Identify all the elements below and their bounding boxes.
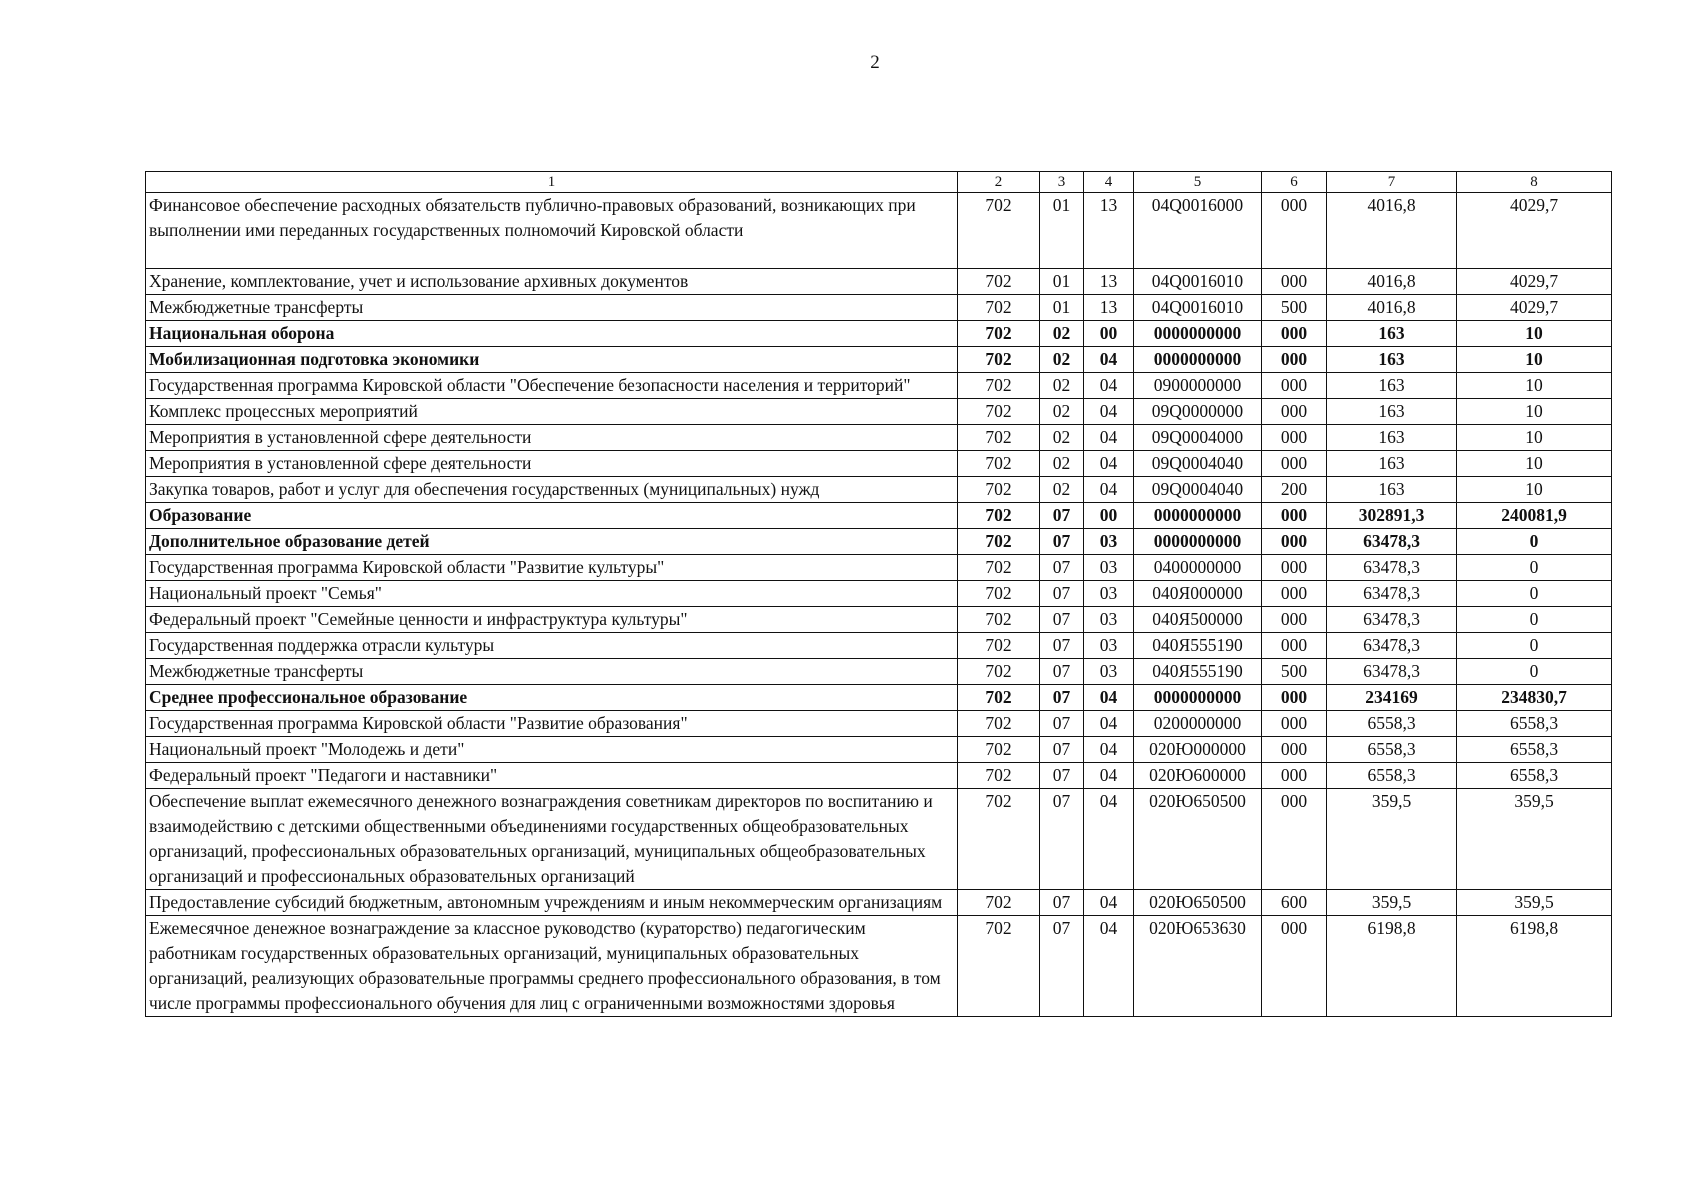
amount-year2-cell: 359,5 <box>1457 789 1612 890</box>
row-name-cell: Хранение, комплектование, учет и использование архивных документов <box>146 269 958 295</box>
expense-type-cell: 000 <box>1262 399 1327 425</box>
subsection-cell: 04 <box>1084 425 1134 451</box>
amount-year2-cell: 10 <box>1457 451 1612 477</box>
row-name-cell: Предоставление субсидий бюджетным, автономным учреждениям и иным некоммерческим организациям <box>146 890 958 916</box>
amount-year1-cell: 6558,3 <box>1327 711 1457 737</box>
amount-year1-cell: 63478,3 <box>1327 529 1457 555</box>
expense-type-cell: 600 <box>1262 890 1327 916</box>
expense-type-cell: 000 <box>1262 711 1327 737</box>
amount-year2-cell: 6558,3 <box>1457 763 1612 789</box>
amount-year1-cell: 163 <box>1327 347 1457 373</box>
section-cell: 02 <box>1040 425 1084 451</box>
amount-year1-cell: 6558,3 <box>1327 737 1457 763</box>
section-cell: 07 <box>1040 607 1084 633</box>
subsection-cell: 03 <box>1084 581 1134 607</box>
row-name-cell: Обеспечение выплат ежемесячного денежного вознаграждения советникам директоров по воспитанию и взаимодействию с детскими общественными объединениями государственных общеобразовательных организаций, профессиональных образовательных организаций, муниципальных общеобразовательных организаций и профессиональных образовательных организаций <box>146 789 958 890</box>
expense-type-cell: 500 <box>1262 295 1327 321</box>
subsection-cell: 04 <box>1084 685 1134 711</box>
expense-type-cell: 000 <box>1262 425 1327 451</box>
subsection-cell: 13 <box>1084 193 1134 269</box>
admin-code-cell: 702 <box>958 633 1040 659</box>
target-article-cell: 040Я500000 <box>1134 607 1262 633</box>
expense-type-cell: 000 <box>1262 607 1327 633</box>
section-cell: 02 <box>1040 347 1084 373</box>
row-name-cell: Образование <box>146 503 958 529</box>
column-header: 6 <box>1262 172 1327 193</box>
amount-year1-cell: 359,5 <box>1327 890 1457 916</box>
admin-code-cell: 702 <box>958 477 1040 503</box>
table-row <box>146 477 1612 503</box>
amount-year2-cell: 10 <box>1457 347 1612 373</box>
row-name-cell: Мероприятия в установленной сфере деятельности <box>146 425 958 451</box>
section-cell: 07 <box>1040 555 1084 581</box>
table-row <box>146 685 1612 711</box>
table-row <box>146 269 1612 295</box>
table-row <box>146 890 1612 916</box>
admin-code-cell: 702 <box>958 581 1040 607</box>
section-cell: 02 <box>1040 321 1084 347</box>
section-cell: 01 <box>1040 193 1084 269</box>
amount-year2-cell: 10 <box>1457 373 1612 399</box>
row-name-cell: Федеральный проект "Семейные ценности и инфраструктура культуры" <box>146 607 958 633</box>
amount-year2-cell: 4029,7 <box>1457 193 1612 269</box>
section-cell: 07 <box>1040 890 1084 916</box>
subsection-cell: 04 <box>1084 737 1134 763</box>
table-row <box>146 763 1612 789</box>
amount-year1-cell: 63478,3 <box>1327 581 1457 607</box>
amount-year2-cell: 359,5 <box>1457 890 1612 916</box>
page-number: 2 <box>870 52 880 73</box>
row-name-cell: Мероприятия в установленной сфере деятельности <box>146 451 958 477</box>
admin-code-cell: 702 <box>958 425 1040 451</box>
section-cell: 07 <box>1040 737 1084 763</box>
expense-type-cell: 500 <box>1262 659 1327 685</box>
subsection-cell: 04 <box>1084 373 1134 399</box>
amount-year1-cell: 163 <box>1327 321 1457 347</box>
header-row <box>146 172 1612 193</box>
amount-year1-cell: 163 <box>1327 451 1457 477</box>
amount-year1-cell: 359,5 <box>1327 789 1457 890</box>
table-body <box>146 193 1612 1017</box>
row-name-cell: Государственная программа Кировской области "Обеспечение безопасности населения и территорий" <box>146 373 958 399</box>
amount-year1-cell: 302891,3 <box>1327 503 1457 529</box>
amount-year1-cell: 4016,8 <box>1327 295 1457 321</box>
subsection-cell: 04 <box>1084 916 1134 1017</box>
amount-year2-cell: 10 <box>1457 425 1612 451</box>
amount-year2-cell: 4029,7 <box>1457 269 1612 295</box>
expense-type-cell: 000 <box>1262 269 1327 295</box>
expense-type-cell: 000 <box>1262 633 1327 659</box>
column-header: 8 <box>1457 172 1612 193</box>
amount-year1-cell: 63478,3 <box>1327 659 1457 685</box>
amount-year2-cell: 6198,8 <box>1457 916 1612 1017</box>
table-row <box>146 737 1612 763</box>
expense-type-cell: 000 <box>1262 555 1327 581</box>
table-row <box>146 633 1612 659</box>
target-article-cell: 09Q0004040 <box>1134 477 1262 503</box>
amount-year1-cell: 63478,3 <box>1327 555 1457 581</box>
amount-year2-cell: 0 <box>1457 581 1612 607</box>
admin-code-cell: 702 <box>958 503 1040 529</box>
admin-code-cell: 702 <box>958 763 1040 789</box>
table-row <box>146 916 1612 1017</box>
amount-year1-cell: 63478,3 <box>1327 607 1457 633</box>
target-article-cell: 04Q0016010 <box>1134 295 1262 321</box>
admin-code-cell: 702 <box>958 529 1040 555</box>
table-row <box>146 425 1612 451</box>
expense-type-cell: 000 <box>1262 451 1327 477</box>
section-cell: 07 <box>1040 659 1084 685</box>
expense-type-cell: 000 <box>1262 916 1327 1017</box>
table-row <box>146 529 1612 555</box>
admin-code-cell: 702 <box>958 685 1040 711</box>
amount-year2-cell: 6558,3 <box>1457 711 1612 737</box>
table-row <box>146 581 1612 607</box>
expense-type-cell: 000 <box>1262 737 1327 763</box>
section-cell: 07 <box>1040 763 1084 789</box>
table-row <box>146 607 1612 633</box>
target-article-cell: 0000000000 <box>1134 321 1262 347</box>
row-name-cell: Закупка товаров, работ и услуг для обеспечения государственных (муниципальных) нужд <box>146 477 958 503</box>
row-name-cell: Межбюджетные трансферты <box>146 295 958 321</box>
target-article-cell: 0000000000 <box>1134 503 1262 529</box>
amount-year2-cell: 234830,7 <box>1457 685 1612 711</box>
admin-code-cell: 702 <box>958 321 1040 347</box>
section-cell: 01 <box>1040 295 1084 321</box>
admin-code-cell: 702 <box>958 193 1040 269</box>
section-cell: 07 <box>1040 581 1084 607</box>
amount-year1-cell: 6558,3 <box>1327 763 1457 789</box>
row-name-cell: Национальный проект "Молодежь и дети" <box>146 737 958 763</box>
table-row <box>146 555 1612 581</box>
table-row <box>146 295 1612 321</box>
target-article-cell: 0200000000 <box>1134 711 1262 737</box>
table-row <box>146 711 1612 737</box>
row-name-cell: Государственная поддержка отрасли культуры <box>146 633 958 659</box>
subsection-cell: 04 <box>1084 763 1134 789</box>
row-name-cell: Финансовое обеспечение расходных обязательств публично-правовых образований, возникающих при выполнении ими переданных государственных полномочий Кировской области <box>146 193 958 269</box>
section-cell: 07 <box>1040 685 1084 711</box>
row-name-cell: Национальный проект "Семья" <box>146 581 958 607</box>
amount-year2-cell: 0 <box>1457 555 1612 581</box>
amount-year1-cell: 163 <box>1327 425 1457 451</box>
target-article-cell: 020Ю653630 <box>1134 916 1262 1017</box>
target-article-cell: 09Q0004000 <box>1134 425 1262 451</box>
amount-year1-cell: 163 <box>1327 373 1457 399</box>
target-article-cell: 040Я555190 <box>1134 633 1262 659</box>
expense-type-cell: 000 <box>1262 529 1327 555</box>
subsection-cell: 00 <box>1084 321 1134 347</box>
budget-table <box>145 171 1612 1017</box>
target-article-cell: 0000000000 <box>1134 529 1262 555</box>
expense-type-cell: 000 <box>1262 347 1327 373</box>
column-header: 7 <box>1327 172 1457 193</box>
expense-type-cell: 000 <box>1262 763 1327 789</box>
expense-type-cell: 000 <box>1262 581 1327 607</box>
row-name-cell: Национальная оборона <box>146 321 958 347</box>
amount-year2-cell: 10 <box>1457 321 1612 347</box>
section-cell: 07 <box>1040 916 1084 1017</box>
target-article-cell: 0900000000 <box>1134 373 1262 399</box>
table-row <box>146 321 1612 347</box>
section-cell: 07 <box>1040 633 1084 659</box>
admin-code-cell: 702 <box>958 737 1040 763</box>
target-article-cell: 020Ю600000 <box>1134 763 1262 789</box>
expense-type-cell: 000 <box>1262 789 1327 890</box>
target-article-cell: 0000000000 <box>1134 347 1262 373</box>
column-header: 1 <box>146 172 958 193</box>
target-article-cell: 040Я000000 <box>1134 581 1262 607</box>
subsection-cell: 04 <box>1084 451 1134 477</box>
target-article-cell: 020Ю650500 <box>1134 789 1262 890</box>
section-cell: 02 <box>1040 477 1084 503</box>
target-article-cell: 020Ю000000 <box>1134 737 1262 763</box>
subsection-cell: 03 <box>1084 633 1134 659</box>
amount-year2-cell: 240081,9 <box>1457 503 1612 529</box>
admin-code-cell: 702 <box>958 399 1040 425</box>
target-article-cell: 04Q0016000 <box>1134 193 1262 269</box>
table-row <box>146 347 1612 373</box>
table-row <box>146 789 1612 890</box>
amount-year2-cell: 0 <box>1457 633 1612 659</box>
row-name-cell: Мобилизационная подготовка экономики <box>146 347 958 373</box>
section-cell: 07 <box>1040 503 1084 529</box>
admin-code-cell: 702 <box>958 659 1040 685</box>
subsection-cell: 03 <box>1084 607 1134 633</box>
admin-code-cell: 702 <box>958 555 1040 581</box>
row-name-cell: Межбюджетные трансферты <box>146 659 958 685</box>
amount-year2-cell: 0 <box>1457 607 1612 633</box>
table-row <box>146 193 1612 269</box>
amount-year1-cell: 234169 <box>1327 685 1457 711</box>
subsection-cell: 04 <box>1084 789 1134 890</box>
admin-code-cell: 702 <box>958 789 1040 890</box>
column-header: 5 <box>1134 172 1262 193</box>
section-cell: 02 <box>1040 451 1084 477</box>
admin-code-cell: 702 <box>958 269 1040 295</box>
target-article-cell: 020Ю650500 <box>1134 890 1262 916</box>
subsection-cell: 04 <box>1084 477 1134 503</box>
expense-type-cell: 000 <box>1262 321 1327 347</box>
row-name-cell: Государственная программа Кировской области "Развитие образования" <box>146 711 958 737</box>
target-article-cell: 04Q0016010 <box>1134 269 1262 295</box>
table-row <box>146 659 1612 685</box>
admin-code-cell: 702 <box>958 607 1040 633</box>
admin-code-cell: 702 <box>958 711 1040 737</box>
section-cell: 07 <box>1040 711 1084 737</box>
amount-year2-cell: 10 <box>1457 399 1612 425</box>
section-cell: 07 <box>1040 789 1084 890</box>
amount-year2-cell: 4029,7 <box>1457 295 1612 321</box>
row-name-cell: Ежемесячное денежное вознаграждение за классное руководство (кураторство) педагогическим работникам государственных образовательных организаций, муниципальных образовательных организаций, реализующих образовательные программы среднего профессионального образования, в том числе программы профессионального обучения для лиц с ограниченными возможностями здоровья <box>146 916 958 1017</box>
subsection-cell: 03 <box>1084 555 1134 581</box>
expense-type-cell: 000 <box>1262 193 1327 269</box>
admin-code-cell: 702 <box>958 347 1040 373</box>
table-row <box>146 399 1612 425</box>
row-name-cell: Государственная программа Кировской области "Развитие культуры" <box>146 555 958 581</box>
subsection-cell: 00 <box>1084 503 1134 529</box>
amount-year1-cell: 63478,3 <box>1327 633 1457 659</box>
amount-year1-cell: 6198,8 <box>1327 916 1457 1017</box>
column-header: 2 <box>958 172 1040 193</box>
subsection-cell: 04 <box>1084 399 1134 425</box>
expense-type-cell: 200 <box>1262 477 1327 503</box>
section-cell: 07 <box>1040 529 1084 555</box>
amount-year1-cell: 163 <box>1327 399 1457 425</box>
column-header: 3 <box>1040 172 1084 193</box>
row-name-cell: Среднее профессиональное образование <box>146 685 958 711</box>
amount-year1-cell: 4016,8 <box>1327 269 1457 295</box>
section-cell: 02 <box>1040 373 1084 399</box>
target-article-cell: 09Q0000000 <box>1134 399 1262 425</box>
table-row <box>146 373 1612 399</box>
subsection-cell: 04 <box>1084 890 1134 916</box>
amount-year2-cell: 0 <box>1457 529 1612 555</box>
subsection-cell: 03 <box>1084 529 1134 555</box>
expense-type-cell: 000 <box>1262 685 1327 711</box>
target-article-cell: 040Я555190 <box>1134 659 1262 685</box>
column-header: 4 <box>1084 172 1134 193</box>
amount-year2-cell: 0 <box>1457 659 1612 685</box>
row-name-cell: Федеральный проект "Педагоги и наставники" <box>146 763 958 789</box>
target-article-cell: 0400000000 <box>1134 555 1262 581</box>
admin-code-cell: 702 <box>958 890 1040 916</box>
target-article-cell: 09Q0004040 <box>1134 451 1262 477</box>
admin-code-cell: 702 <box>958 916 1040 1017</box>
row-name-cell: Дополнительное образование детей <box>146 529 958 555</box>
row-name-cell: Комплекс процессных мероприятий <box>146 399 958 425</box>
subsection-cell: 03 <box>1084 659 1134 685</box>
table-row <box>146 503 1612 529</box>
subsection-cell: 04 <box>1084 347 1134 373</box>
amount-year2-cell: 6558,3 <box>1457 737 1612 763</box>
table-row <box>146 451 1612 477</box>
admin-code-cell: 702 <box>958 451 1040 477</box>
section-cell: 02 <box>1040 399 1084 425</box>
expense-type-cell: 000 <box>1262 373 1327 399</box>
section-cell: 01 <box>1040 269 1084 295</box>
amount-year2-cell: 10 <box>1457 477 1612 503</box>
subsection-cell: 13 <box>1084 295 1134 321</box>
admin-code-cell: 702 <box>958 373 1040 399</box>
subsection-cell: 13 <box>1084 269 1134 295</box>
amount-year1-cell: 163 <box>1327 477 1457 503</box>
amount-year1-cell: 4016,8 <box>1327 193 1457 269</box>
admin-code-cell: 702 <box>958 295 1040 321</box>
subsection-cell: 04 <box>1084 711 1134 737</box>
target-article-cell: 0000000000 <box>1134 685 1262 711</box>
expense-type-cell: 000 <box>1262 503 1327 529</box>
